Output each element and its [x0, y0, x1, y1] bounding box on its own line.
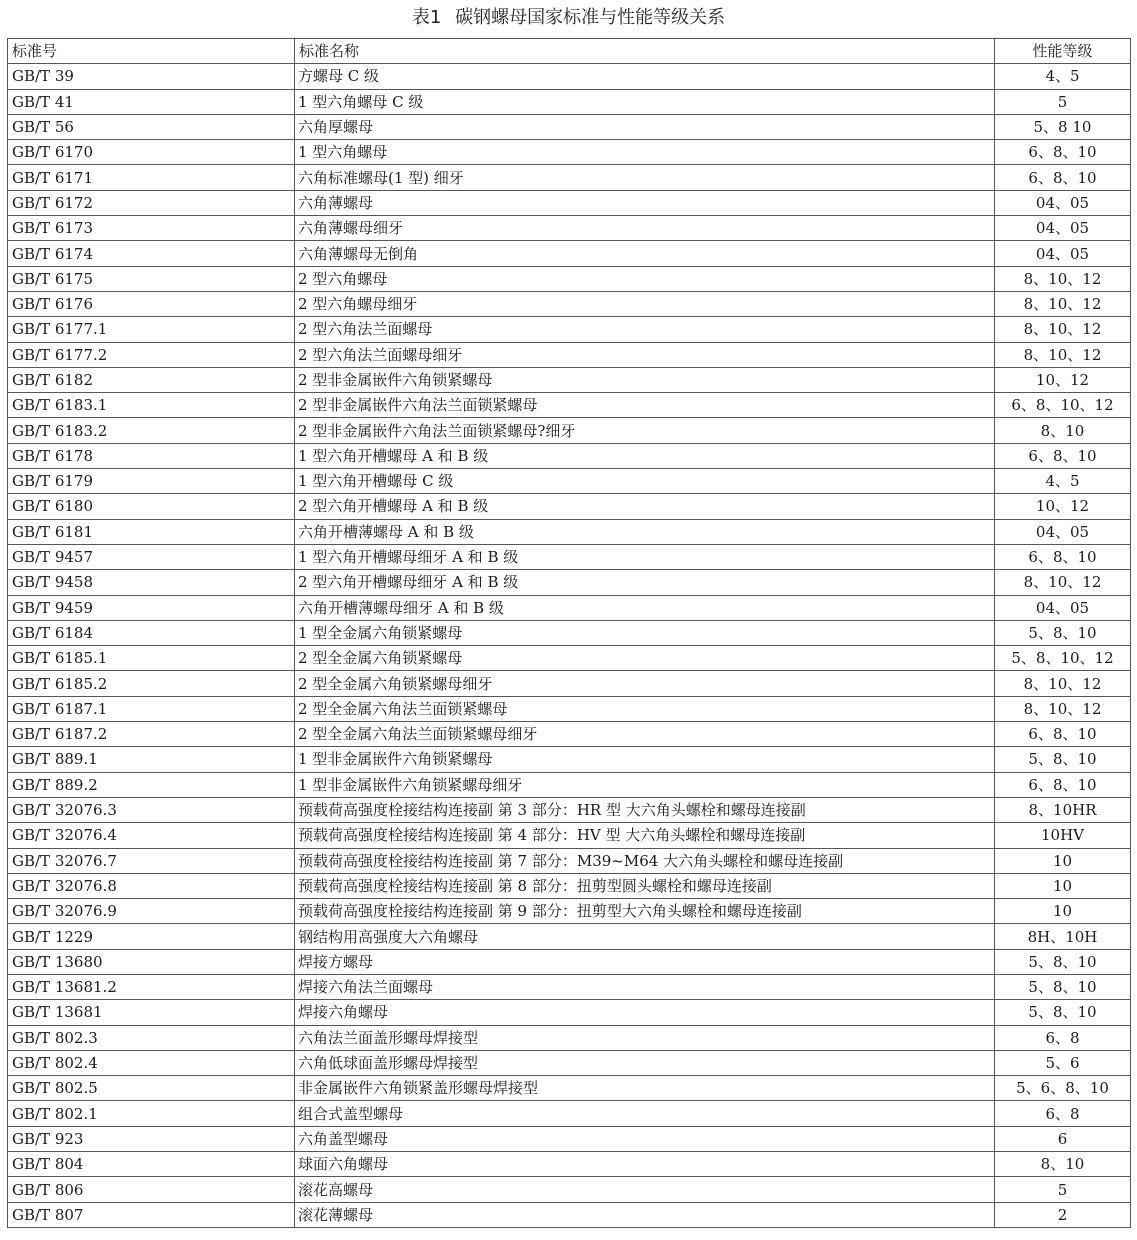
standard-no-cell: GB/T 802.3 — [8, 1025, 295, 1050]
standard-name-cell: 六角薄螺母细牙 — [295, 216, 995, 241]
property-class-cell: 5、8、10 — [995, 1000, 1131, 1025]
standard-name-cell: 2 型六角法兰面螺母 — [295, 317, 995, 342]
standard-name-cell: 预载荷高强度栓接结构连接副 第 7 部分：M39~M64 大六角头螺栓和螺母连接副 — [295, 848, 995, 873]
standard-name-cell: 2 型非金属嵌件六角锁紧螺母 — [295, 367, 995, 392]
standard-name-cell: 焊接方螺母 — [295, 949, 995, 974]
header-standard-no: 标准号 — [8, 39, 295, 64]
standard-name-cell: 2 型六角开槽螺母 A 和 B 级 — [295, 494, 995, 519]
standard-name-cell: 六角开槽薄螺母细牙 A 和 B 级 — [295, 595, 995, 620]
property-class-cell: 6、8、10 — [995, 722, 1131, 747]
property-class-cell: 6、8 — [995, 1025, 1131, 1050]
property-class-cell: 5、6、8、10 — [995, 1076, 1131, 1101]
header-row — [8, 39, 1131, 64]
standard-name-cell: 六角厚螺母 — [295, 114, 995, 139]
table-row — [8, 1000, 1131, 1025]
property-class-cell: 8、10、12 — [995, 671, 1131, 696]
standard-no-cell: GB/T 6175 — [8, 266, 295, 291]
table-row — [8, 1177, 1131, 1202]
standard-no-cell: GB/T 13681.2 — [8, 974, 295, 999]
property-class-cell: 6、8、10 — [995, 772, 1131, 797]
standard-no-cell: GB/T 6180 — [8, 494, 295, 519]
standard-name-cell: 2 型六角螺母细牙 — [295, 291, 995, 316]
property-class-cell: 10 — [995, 848, 1131, 873]
table-row — [8, 848, 1131, 873]
table-row — [8, 241, 1131, 266]
property-class-cell: 6、8、10、12 — [995, 393, 1131, 418]
table-row — [8, 266, 1131, 291]
standard-name-cell: 六角薄螺母 — [295, 190, 995, 215]
table-row — [8, 342, 1131, 367]
property-class-cell: 10 — [995, 899, 1131, 924]
table-row — [8, 64, 1131, 89]
standard-name-cell: 1 型六角开槽螺母细牙 A 和 B 级 — [295, 544, 995, 569]
property-class-cell: 8、10、12 — [995, 291, 1131, 316]
standard-name-cell: 2 型全金属六角法兰面锁紧螺母 — [295, 696, 995, 721]
table-row — [8, 772, 1131, 797]
standard-name-cell: 滚花薄螺母 — [295, 1202, 995, 1227]
standard-no-cell: GB/T 6183.2 — [8, 418, 295, 443]
property-class-cell: 6、8、10 — [995, 443, 1131, 468]
property-class-cell: 8H、10H — [995, 924, 1131, 949]
table-title: 碳钢螺母国家标准与性能等级关系 — [455, 7, 726, 28]
property-class-cell: 2 — [995, 1202, 1131, 1227]
property-class-cell: 5、6 — [995, 1050, 1131, 1075]
table-row — [8, 418, 1131, 443]
standard-no-cell: GB/T 6178 — [8, 443, 295, 468]
table-row — [8, 797, 1131, 822]
standard-no-cell: GB/T 6173 — [8, 216, 295, 241]
table-body — [8, 64, 1131, 1228]
property-class-cell: 5、8、10、12 — [995, 646, 1131, 671]
standard-no-cell: GB/T 6177.1 — [8, 317, 295, 342]
table-caption — [0, 0, 1137, 36]
table-row — [8, 89, 1131, 114]
standard-no-cell: GB/T 802.5 — [8, 1076, 295, 1101]
table-row — [8, 317, 1131, 342]
property-class-cell: 6、8、10 — [995, 544, 1131, 569]
property-class-cell: 04、05 — [995, 595, 1131, 620]
property-class-cell: 8、10、12 — [995, 570, 1131, 595]
standard-no-cell: GB/T 889.1 — [8, 747, 295, 772]
standard-name-cell: 六角法兰面盖形螺母焊接型 — [295, 1025, 995, 1050]
standard-no-cell: GB/T 13681 — [8, 1000, 295, 1025]
property-class-cell: 8、10、12 — [995, 342, 1131, 367]
standard-name-cell: 1 型六角螺母 — [295, 140, 995, 165]
standard-no-cell: GB/T 39 — [8, 64, 295, 89]
property-class-cell: 8、10、12 — [995, 696, 1131, 721]
standard-no-cell: GB/T 6176 — [8, 291, 295, 316]
standard-name-cell: 1 型六角螺母 C 级 — [295, 89, 995, 114]
property-class-cell: 5、8、10 — [995, 620, 1131, 645]
standard-name-cell: 预载荷高强度栓接结构连接副 第 9 部分：扭剪型大六角头螺栓和螺母连接副 — [295, 899, 995, 924]
table-row — [8, 924, 1131, 949]
standard-no-cell: GB/T 41 — [8, 89, 295, 114]
property-class-cell: 5、8、10 — [995, 974, 1131, 999]
header-standard-name: 标准名称 — [295, 39, 995, 64]
standard-name-cell: 2 型六角螺母 — [295, 266, 995, 291]
table-row — [8, 873, 1131, 898]
standard-no-cell: GB/T 6179 — [8, 469, 295, 494]
table-row — [8, 1101, 1131, 1126]
standard-no-cell: GB/T 32076.7 — [8, 848, 295, 873]
property-class-cell: 6、8、10 — [995, 165, 1131, 190]
standard-no-cell: GB/T 6171 — [8, 165, 295, 190]
property-class-cell: 04、05 — [995, 519, 1131, 544]
standard-no-cell: GB/T 6184 — [8, 620, 295, 645]
standard-no-cell: GB/T 806 — [8, 1177, 295, 1202]
table-row — [8, 165, 1131, 190]
standard-name-cell: 1 型六角开槽螺母 C 级 — [295, 469, 995, 494]
standard-name-cell: 2 型非金属嵌件六角法兰面锁紧螺母 — [295, 393, 995, 418]
property-class-cell: 10、12 — [995, 367, 1131, 392]
property-class-cell: 6 — [995, 1126, 1131, 1151]
standard-name-cell: 非金属嵌件六角锁紧盖形螺母焊接型 — [295, 1076, 995, 1101]
standard-no-cell: GB/T 32076.8 — [8, 873, 295, 898]
table-row — [8, 949, 1131, 974]
property-class-cell: 8、10、12 — [995, 266, 1131, 291]
property-class-cell: 6、8、10 — [995, 140, 1131, 165]
table-row — [8, 519, 1131, 544]
standard-no-cell: GB/T 6185.1 — [8, 646, 295, 671]
property-class-cell: 6、8 — [995, 1101, 1131, 1126]
standard-no-cell: GB/T 13680 — [8, 949, 295, 974]
table-row — [8, 291, 1131, 316]
standard-no-cell: GB/T 6174 — [8, 241, 295, 266]
standard-name-cell: 1 型非金属嵌件六角锁紧螺母 — [295, 747, 995, 772]
standard-no-cell: GB/T 56 — [8, 114, 295, 139]
property-class-cell: 8、10、12 — [995, 317, 1131, 342]
standard-name-cell: 六角低球面盖形螺母焊接型 — [295, 1050, 995, 1075]
standard-name-cell: 2 型六角法兰面螺母细牙 — [295, 342, 995, 367]
standard-no-cell: GB/T 6181 — [8, 519, 295, 544]
standard-no-cell: GB/T 9457 — [8, 544, 295, 569]
standard-name-cell: 1 型非金属嵌件六角锁紧螺母细牙 — [295, 772, 995, 797]
table-number: 表1 — [411, 7, 442, 28]
table-row — [8, 1126, 1131, 1151]
standard-name-cell: 焊接六角法兰面螺母 — [295, 974, 995, 999]
table-row — [8, 671, 1131, 696]
standard-name-cell: 六角开槽薄螺母 A 和 B 级 — [295, 519, 995, 544]
standard-name-cell: 钢结构用高强度大六角螺母 — [295, 924, 995, 949]
table-row — [8, 1076, 1131, 1101]
standard-no-cell: GB/T 6183.1 — [8, 393, 295, 418]
standard-no-cell: GB/T 32076.4 — [8, 823, 295, 848]
table-row — [8, 1152, 1131, 1177]
table-row — [8, 974, 1131, 999]
standard-name-cell: 焊接六角螺母 — [295, 1000, 995, 1025]
table-row — [8, 646, 1131, 671]
standard-no-cell: GB/T 802.1 — [8, 1101, 295, 1126]
property-class-cell: 8、10 — [995, 1152, 1131, 1177]
table-row — [8, 570, 1131, 595]
property-class-cell: 10HV — [995, 823, 1131, 848]
table-row — [8, 367, 1131, 392]
table-row — [8, 140, 1131, 165]
header-property-class: 性能等级 — [995, 39, 1131, 64]
standard-no-cell: GB/T 1229 — [8, 924, 295, 949]
standards-table — [7, 38, 1131, 1228]
standard-name-cell: 六角盖型螺母 — [295, 1126, 995, 1151]
standard-name-cell: 2 型全金属六角法兰面锁紧螺母细牙 — [295, 722, 995, 747]
standard-name-cell: 六角薄螺母无倒角 — [295, 241, 995, 266]
standard-no-cell: GB/T 6170 — [8, 140, 295, 165]
table-row — [8, 722, 1131, 747]
property-class-cell: 10、12 — [995, 494, 1131, 519]
standard-name-cell: 预载荷高强度栓接结构连接副 第 4 部分：HV 型 大六角头螺栓和螺母连接副 — [295, 823, 995, 848]
table-row — [8, 494, 1131, 519]
standard-name-cell: 六角标准螺母(1 型) 细牙 — [295, 165, 995, 190]
standard-name-cell: 2 型非金属嵌件六角法兰面锁紧螺母?细牙 — [295, 418, 995, 443]
standard-name-cell: 1 型全金属六角锁紧螺母 — [295, 620, 995, 645]
standard-no-cell: GB/T 9458 — [8, 570, 295, 595]
standard-no-cell: GB/T 6185.2 — [8, 671, 295, 696]
property-class-cell: 5 — [995, 89, 1131, 114]
standard-no-cell: GB/T 6182 — [8, 367, 295, 392]
property-class-cell: 04、05 — [995, 190, 1131, 215]
standard-name-cell: 组合式盖型螺母 — [295, 1101, 995, 1126]
property-class-cell: 5、8 10 — [995, 114, 1131, 139]
standard-no-cell: GB/T 9459 — [8, 595, 295, 620]
table-row — [8, 747, 1131, 772]
standard-no-cell: GB/T 6187.1 — [8, 696, 295, 721]
property-class-cell: 5、8、10 — [995, 747, 1131, 772]
table-row — [8, 595, 1131, 620]
standard-name-cell: 预载荷高强度栓接结构连接副 第 3 部分：HR 型 大六角头螺栓和螺母连接副 — [295, 797, 995, 822]
property-class-cell: 10 — [995, 873, 1131, 898]
standard-name-cell: 球面六角螺母 — [295, 1152, 995, 1177]
table-row — [8, 114, 1131, 139]
standard-name-cell: 滚花高螺母 — [295, 1177, 995, 1202]
standard-no-cell: GB/T 32076.9 — [8, 899, 295, 924]
table-row — [8, 443, 1131, 468]
table-row — [8, 544, 1131, 569]
property-class-cell: 5、8、10 — [995, 949, 1131, 974]
property-class-cell: 04、05 — [995, 241, 1131, 266]
standard-no-cell: GB/T 802.4 — [8, 1050, 295, 1075]
standard-no-cell: GB/T 6187.2 — [8, 722, 295, 747]
standard-name-cell: 预载荷高强度栓接结构连接副 第 8 部分：扭剪型圆头螺栓和螺母连接副 — [295, 873, 995, 898]
property-class-cell: 8、10 — [995, 418, 1131, 443]
standard-no-cell: GB/T 32076.3 — [8, 797, 295, 822]
table-row — [8, 216, 1131, 241]
property-class-cell: 4、5 — [995, 469, 1131, 494]
standard-no-cell: GB/T 6177.2 — [8, 342, 295, 367]
table-row — [8, 1025, 1131, 1050]
standard-name-cell: 2 型六角开槽螺母细牙 A 和 B 级 — [295, 570, 995, 595]
table-row — [8, 393, 1131, 418]
table-row — [8, 1202, 1131, 1227]
property-class-cell: 04、05 — [995, 216, 1131, 241]
table-row — [8, 620, 1131, 645]
table-row — [8, 823, 1131, 848]
standard-name-cell: 1 型六角开槽螺母 A 和 B 级 — [295, 443, 995, 468]
standard-no-cell: GB/T 6172 — [8, 190, 295, 215]
property-class-cell: 5 — [995, 1177, 1131, 1202]
standard-no-cell: GB/T 889.2 — [8, 772, 295, 797]
property-class-cell: 4、5 — [995, 64, 1131, 89]
property-class-cell: 8、10HR — [995, 797, 1131, 822]
standard-no-cell: GB/T 804 — [8, 1152, 295, 1177]
standard-no-cell: GB/T 807 — [8, 1202, 295, 1227]
standard-no-cell: GB/T 923 — [8, 1126, 295, 1151]
table-row — [8, 469, 1131, 494]
standard-name-cell: 2 型全金属六角锁紧螺母细牙 — [295, 671, 995, 696]
table-row — [8, 190, 1131, 215]
table-row — [8, 696, 1131, 721]
standard-name-cell: 方螺母 C 级 — [295, 64, 995, 89]
table-row — [8, 899, 1131, 924]
table-row — [8, 1050, 1131, 1075]
standard-name-cell: 2 型全金属六角锁紧螺母 — [295, 646, 995, 671]
